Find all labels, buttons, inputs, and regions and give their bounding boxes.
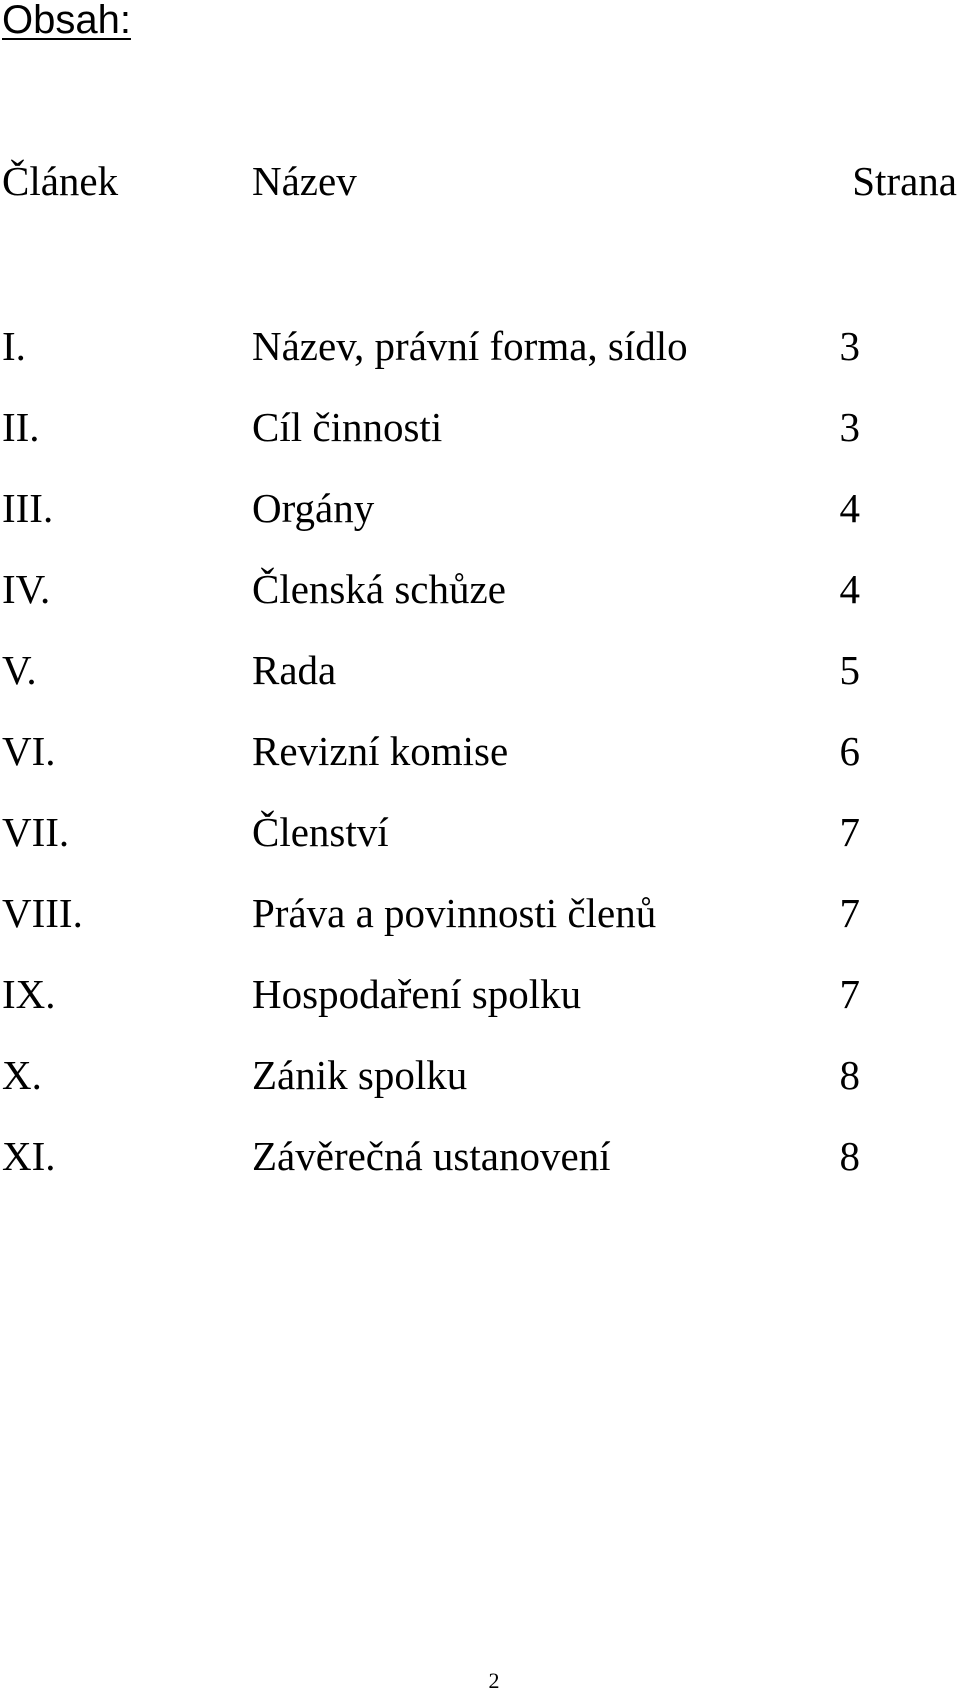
toc-entry-name: Rada — [252, 647, 337, 693]
toc-entry-page: 3 — [839, 404, 860, 450]
toc-heading: Obsah: — [2, 0, 131, 42]
toc-entry-page: 4 — [839, 566, 860, 612]
toc-entry-page: 8 — [839, 1052, 860, 1098]
toc-entry-page: 8 — [839, 1133, 860, 1179]
toc-entry-name: Práva a povinnosti členů — [252, 890, 657, 936]
toc-entry-name: Členská schůze — [252, 566, 506, 612]
column-header-name: Název — [252, 158, 357, 204]
toc-entry-page: 7 — [839, 971, 860, 1017]
toc-entry-article: VIII. — [2, 890, 83, 936]
toc-entry-page: 3 — [839, 323, 860, 369]
toc-entry-name: Závěrečná ustanovení — [252, 1133, 611, 1179]
toc-entry-page: 6 — [839, 728, 860, 774]
toc-entry — [0, 397, 960, 457]
toc-entry-name: Hospodaření spolku — [252, 971, 582, 1017]
toc-entry-article: XI. — [2, 1133, 56, 1179]
toc-entry — [0, 559, 960, 619]
toc-entry — [0, 721, 960, 781]
toc-entry-article: II. — [2, 404, 40, 450]
toc-entry-article: V. — [2, 647, 37, 693]
toc-entry — [0, 640, 960, 700]
toc-entry — [0, 883, 960, 943]
toc-entry-page: 7 — [839, 809, 860, 855]
toc-entry-name: Revizní komise — [252, 728, 509, 774]
toc-entry-article: IX. — [2, 971, 56, 1017]
toc-entry-article: IV. — [2, 566, 51, 612]
toc-entry-name: Členství — [252, 809, 389, 855]
toc-entry — [0, 478, 960, 538]
toc-entry-page: 5 — [839, 647, 860, 693]
toc-entry-article: VI. — [2, 728, 56, 774]
toc-entry — [0, 1045, 960, 1105]
toc-entry — [0, 802, 960, 862]
toc-entry-page: 7 — [839, 890, 860, 936]
toc-entry-name: Cíl činnosti — [252, 404, 443, 450]
column-header-page: Strana — [852, 158, 957, 204]
toc-entry-article: III. — [2, 485, 54, 531]
column-header-article: Článek — [2, 158, 119, 204]
page-number: 2 — [488, 1668, 500, 1693]
toc-entry-article: X. — [2, 1052, 42, 1098]
toc-entry — [0, 964, 960, 1024]
toc-entry-article: I. — [2, 323, 26, 369]
toc-entry-page: 4 — [839, 485, 860, 531]
toc-entry-name: Zánik spolku — [252, 1052, 468, 1098]
toc-entry-article: VII. — [2, 809, 70, 855]
toc-entry — [0, 316, 960, 376]
toc-entry-name: Orgány — [252, 485, 375, 531]
toc-entry — [0, 1126, 960, 1186]
toc-header-row — [0, 151, 960, 211]
toc-entry-name: Název, právní forma, sídlo — [252, 323, 688, 369]
